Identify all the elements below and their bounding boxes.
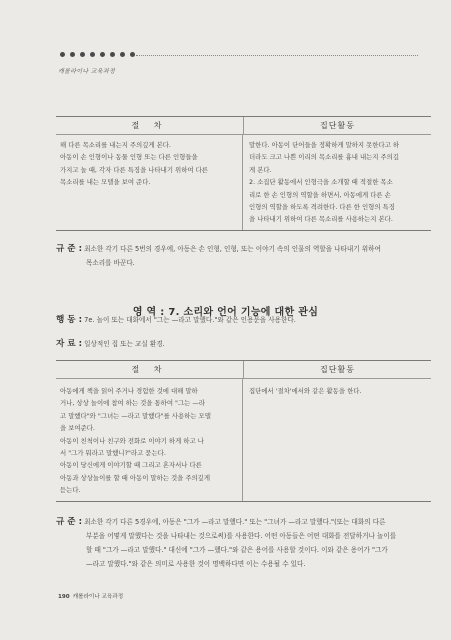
header-dots (60, 52, 135, 57)
criterion-label: 규 준 : (56, 517, 83, 527)
header-dot (60, 52, 65, 57)
header-rule (136, 55, 418, 56)
procedure-line: 을 보여준다. (60, 424, 95, 433)
procedure-line: 아동이 당신에게 이야기할 때 그리고 혼자서나 다른 (60, 461, 202, 470)
section-title: 영 역 : 7. 소리와 언어 기능에 대한 관심 (132, 307, 319, 318)
procedure-line: 아동에게 책을 읽어 주거나 경험한 것에 대해 말하 (60, 387, 198, 395)
table-body (56, 135, 431, 230)
header-dot (110, 52, 115, 57)
group-activity-column-header: 집단활동 (243, 361, 431, 378)
behavior-text: 7e. 놀이 또는 대화에서 "그는 —라고 말했다."와 같은 인용문을 사용한다. (84, 316, 296, 324)
procedure-line: 가지고 놀 때, 각자 다른 특징을 나타내기 위하여 다른 (60, 165, 208, 174)
materials-line (56, 338, 165, 350)
header-dot (130, 52, 135, 57)
procedure-line: 듣는다. (60, 486, 81, 495)
group-activity-line: 2. 소집단 활동에서 인형극을 소개할 때 적절한 목소 (249, 178, 393, 187)
criterion-text: 최소한 각기 다른 5번의 경우에, 아동은 손 인형, 인형, 또는 이야기 속의 인물의 역할을 나타내기 위하여 (84, 245, 381, 253)
criterion-label: 규 준 : (56, 244, 83, 254)
procedure-line: 고 말했다"와 "그녀는 —라고 말했다"를 사용하는 모델 (60, 411, 211, 420)
criterion-2-line-1 (56, 516, 385, 528)
table-body (56, 379, 431, 501)
page-footer (58, 592, 123, 600)
group-activity-line: 리로 한 손 인형의 역할을 하면서, 아동에게 다른 손 (249, 190, 391, 199)
procedure-table-1 (56, 116, 431, 231)
materials-text: 일상적인 집 또는 교실 환경. (84, 340, 165, 348)
group-activity-line: 인형의 역할을 하도록 격려한다. 다른 한 인형의 특징 (249, 203, 395, 212)
page-number: 190 (58, 594, 70, 600)
header-dot (80, 52, 85, 57)
procedure-line: 아동과 상상놀이를 할 때 아동이 말하는 것을 주의깊게 (60, 473, 211, 482)
group-activity-line: 말한다. 아동이 단어들을 정확하게 말하지 못한다고 하 (249, 141, 400, 149)
footer-title: 캐롤라이나 교육과정 (72, 594, 124, 600)
group-activity-column-header: 집단활동 (243, 117, 431, 134)
procedure-column-header: 절 차 (131, 121, 168, 130)
procedure-table-2 (56, 360, 431, 502)
procedure-line: 아동이 손 인형이나 동물 인형 또는 다른 인형들을 (60, 153, 198, 162)
procedure-line: 해 다른 목소리를 내는지 주의깊게 본다. (60, 141, 171, 149)
materials-label: 자 료 : (56, 339, 83, 349)
procedure-line: 목소리를 내는 모델을 보여 준다. (60, 178, 151, 187)
group-activity-line: 더라도 크고 나쁜 이리의 목소리를 흉내 내는지 주의깊 (249, 153, 400, 162)
criterion-2-line-2: 부분을 어떻게 말했다는 것을 나타내는 것으로써)를 사용한다. 어떤 아동들은 어떤 대화를 전달하거나 놀이를 (86, 532, 397, 540)
group-activity-column (242, 135, 431, 230)
behavior-line (56, 314, 296, 326)
criterion-2-line-3: 할 때 "그가 —라고 말했다." 대신에 "그가 —했다."와 같은 용어를 사용할 것이다. 이와 같은 용어가 "그가 (86, 546, 388, 554)
header-brand: 캐롤라이나 교육과정 (58, 68, 116, 75)
criterion-1-line-2: 목소리를 바꾼다. (86, 259, 135, 267)
group-activity-line: 을 나타내기 위하여 다른 목소리를 사용하는지 본다. (249, 215, 393, 224)
procedure-column (56, 135, 242, 230)
procedure-line: 아동이 친척이나 친구와 전화로 이야기 하게 하고 나 (60, 436, 204, 445)
procedure-column (56, 379, 242, 501)
group-activity-column (242, 379, 431, 501)
header-dot (100, 52, 105, 57)
group-activity-line: 집단에서 '절차'에서와 같은 활동을 한다. (249, 387, 362, 395)
header-dot (120, 52, 125, 57)
behavior-label: 행 동 : (56, 315, 83, 325)
table-header (56, 117, 431, 135)
header-dot (70, 52, 75, 57)
criterion-text: 최소한 각기 다른 5경우에, 아동은 "그가 —라고 말했다." 또는 "그녀가 —라고 말했다."(또는 대화의 다른 (84, 518, 386, 526)
table-header (56, 361, 431, 379)
criterion-2-line-4: —라고 말했다."와 같은 의미로 사용한 것이 명백하다면 이는 수용될 수 있다. (86, 560, 306, 568)
procedure-line: 서 "그가 뭐라고 말했니?"라고 묻는다. (60, 449, 166, 458)
header-dot (90, 52, 95, 57)
procedure-line: 거나, 상상 놀이에 참여 하는 것을 통하여 "그는 —라 (60, 399, 205, 408)
criterion-1-line-1 (56, 243, 381, 255)
procedure-column-header: 절 차 (131, 365, 168, 374)
group-activity-line: 게 본다. (249, 165, 272, 174)
